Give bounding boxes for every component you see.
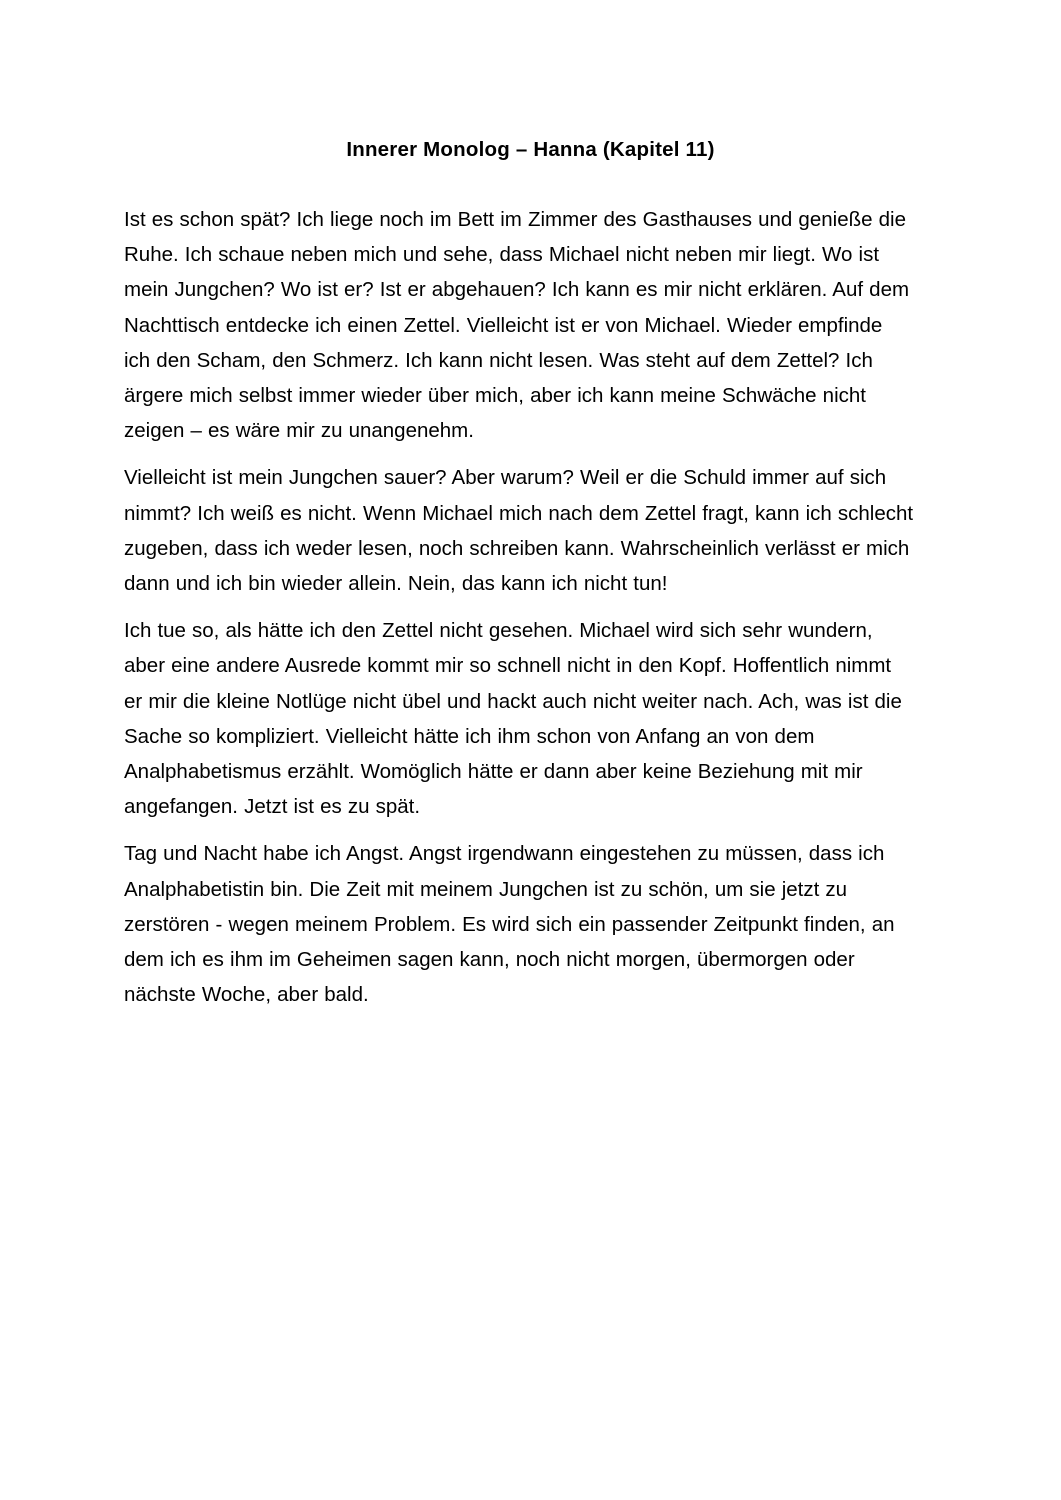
document-body: [124, 202, 914, 1012]
page-title: Innerer Monolog – Hanna (Kapitel 11): [346, 137, 715, 161]
paragraph: Ist es schon spät? Ich liege noch im Bett im Zimmer des Gasthauses und genieße die Ruhe. Ich schaue neben mich und sehe, dass Michael nicht neben mir liegt. Wo ist mein Jungchen? Wo ist er? Ist er abgehauen? Ich kann es mir nicht erklären. Auf dem Nachttisch entdecke ich einen Zettel. Vielleicht ist er von Michael. Wieder empfinde ich den Scham, den Schmerz. Ich kann nicht lesen. Was steht auf dem Zettel? Ich ärgere mich selbst immer wieder über mich, aber ich kann meine Schwäche nicht zeigen – es wäre mir zu unangenehm.: [124, 208, 910, 443]
paragraph: Vielleicht ist mein Jungchen sauer? Aber warum? Weil er die Schuld immer auf sich nimmt? Ich weiß es nicht. Wenn Michael mich nach dem Zettel fragt, kann ich schlecht zugeben, dass ich weder lesen, noch schreiben kann. Wahrscheinlich verlässt er mich dann und ich bin wieder allein. Nein, das kann ich nicht tun!: [124, 466, 914, 596]
paragraph: Ich tue so, als hätte ich den Zettel nicht gesehen. Michael wird sich sehr wundern, aber eine andere Ausrede kommt mir so schnell nicht in den Kopf. Hoffentlich nimmt er mir die kleine Notlüge nicht übel und hackt auch nicht weiter nach. Ach, was ist die Sache so kompliziert. Vielleicht hätte ich ihm schon von Anfang an von dem Analphabetismus erzählt. Womöglich hätte er dann aber keine Beziehung mit mir angefangen. Jetzt ist es zu spät.: [124, 619, 902, 819]
paragraph: Tag und Nacht habe ich Angst. Angst irgendwann eingestehen zu müssen, dass ich Analphabetistin bin. Die Zeit mit meinem Jungchen ist zu schön, um sie jetzt zu zerstören - wegen meinem Problem. Es wird sich ein passender Zeitpunkt finden, an dem ich es ihm im Geheimen sagen kann, noch nicht morgen, übermorgen oder nächste Woche, aber bald.: [124, 842, 895, 1007]
